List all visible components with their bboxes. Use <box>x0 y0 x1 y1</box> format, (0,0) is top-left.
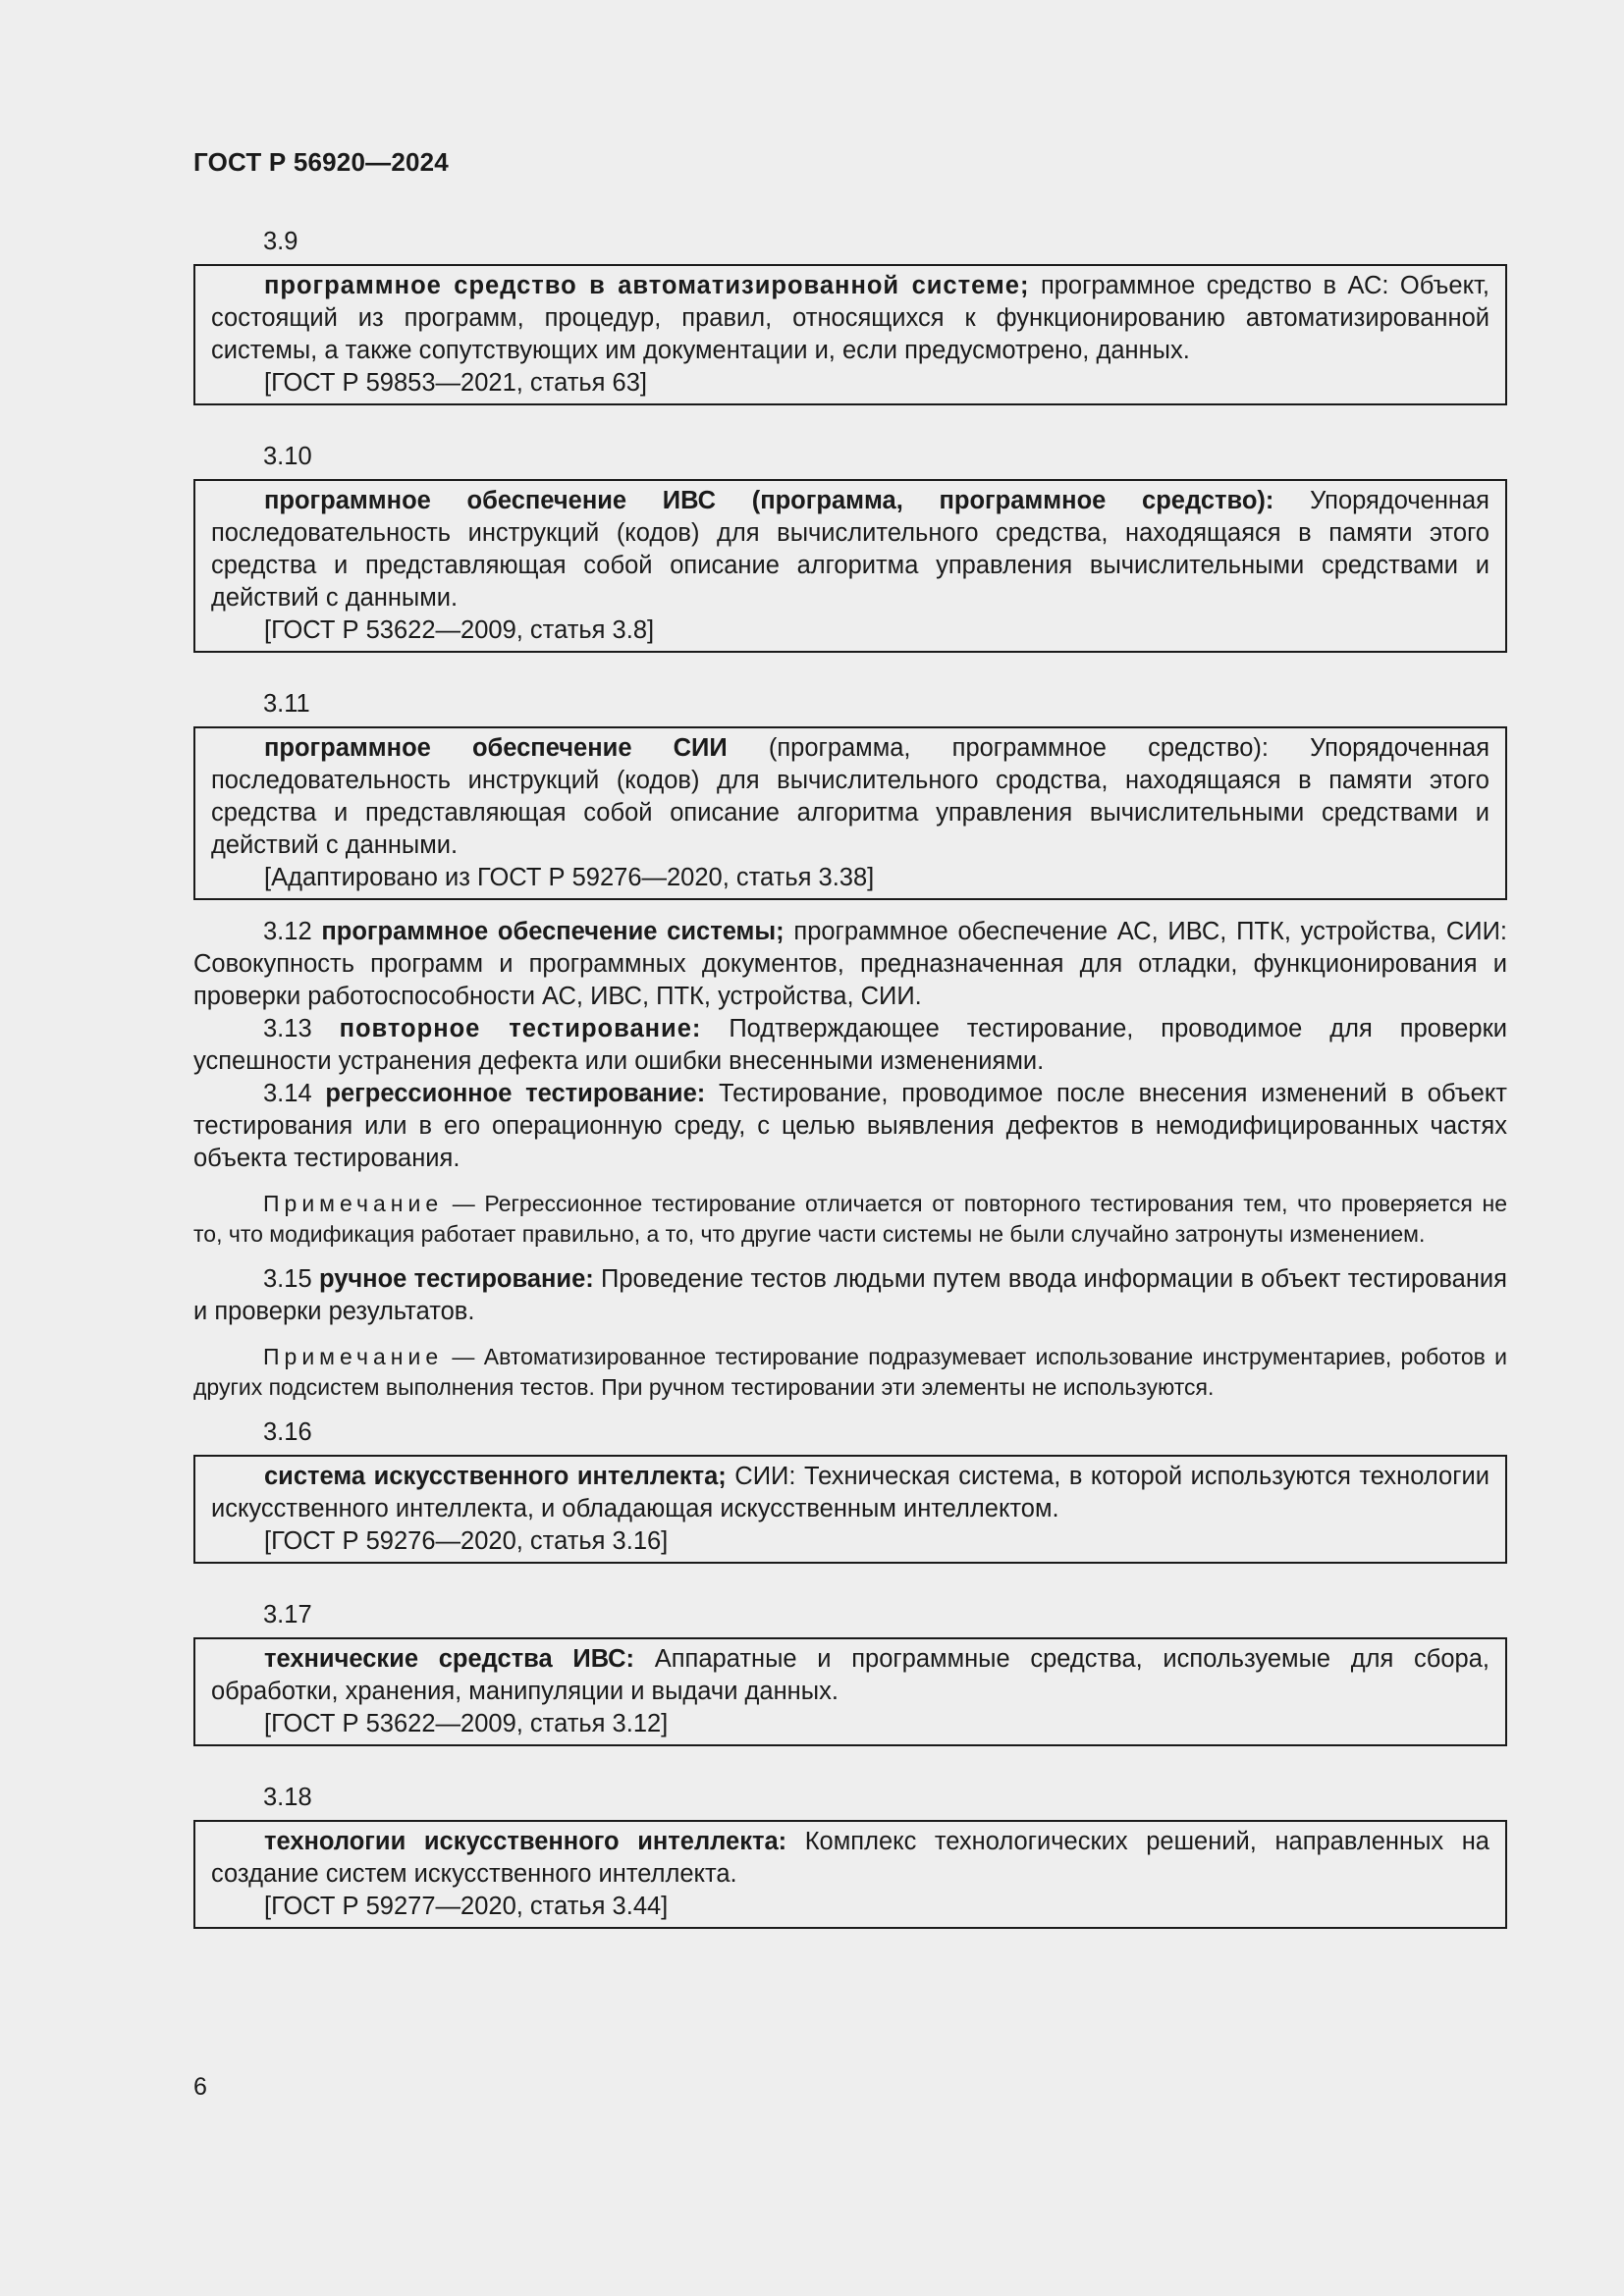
term-text: Комплекс технологических решений, направленных на создание систем искусственного интеллекта. <box>211 1828 1489 1888</box>
term-definition <box>211 270 1489 367</box>
note-3-15 <box>193 1342 1507 1403</box>
term-text: Аппаратные и программные средства, используемые для сбора, обработки, хранения, манипуляции и выдачи данных. <box>211 1645 1489 1705</box>
term-number: 3.16 <box>263 1418 312 1446</box>
term-number: 3.11 <box>263 690 310 718</box>
note-label: Примечание <box>263 1191 444 1216</box>
term-source: [ГОСТ Р 53622—2009, статья 3.8] <box>264 616 655 644</box>
term-definition <box>211 732 1489 862</box>
note-text: — Регрессионное тестирование отличается от повторного тестирования тем, что проверяется не то, что модификация работает правильно, а то, что другие части системы не были случайно затронуты изменением. <box>193 1191 1507 1247</box>
term-text: СИИ: Техническая система, в которой используются технологии искусственного интеллекта, и обладающая искусственным интеллектом. <box>211 1463 1490 1522</box>
term-number: 3.13 <box>263 1015 312 1042</box>
document-body <box>193 226 1507 1929</box>
term-title: программное средство в автоматизированной системе; <box>264 272 1030 299</box>
term-text: программное средство в АС: Объект, состоящий из программ, процедур, правил, относящихся к функционированию автоматизированной системы, а также сопутствующих им документации и, если предусмотрено, данных. <box>211 272 1489 364</box>
term-paragraph-3-15 <box>193 1263 1507 1328</box>
term-title: ручное тестирование: <box>318 1265 594 1293</box>
term-box-3-17 <box>193 1637 1507 1746</box>
term-source: [ГОСТ Р 59276—2020, статья 3.16] <box>264 1527 669 1555</box>
note-label: Примечание <box>263 1344 444 1369</box>
term-title: технические средства ИВС: <box>264 1645 635 1673</box>
term-title: повторное тестирование: <box>339 1015 702 1042</box>
term-source: [ГОСТ Р 59853—2021, статья 63] <box>264 369 647 397</box>
term-title: технологии искусственного интеллекта: <box>264 1828 787 1855</box>
term-paragraph-3-12 <box>193 916 1507 1013</box>
term-box-3-11 <box>193 726 1507 900</box>
term-definition <box>211 1643 1489 1708</box>
term-box-3-10 <box>193 479 1507 653</box>
term-text: Упорядоченная последовательность инструкций (кодов) для вычислительного средства, находящаяся в памяти этого средства и представляющая собой описание алгоритма управления вычислительными средствами и действий с данными. <box>211 487 1489 612</box>
term-number: 3.14 <box>263 1080 312 1107</box>
term-definition <box>211 1461 1489 1525</box>
term-paragraph-3-13 <box>193 1013 1507 1078</box>
term-text: Тестирование, проводимое после внесения изменений в объект тестирования или в его операционную среду, с целью выявления дефектов в немодифицированных частях объекта тестирования. <box>193 1080 1507 1172</box>
term-definition <box>211 485 1489 614</box>
page-number: 6 <box>193 2073 207 2101</box>
term-source: [ГОСТ Р 53622—2009, статья 3.12] <box>264 1710 669 1737</box>
term-number: 3.10 <box>263 443 312 470</box>
term-title: система искусственного интеллекта; <box>264 1463 727 1490</box>
term-title: программное обеспечение системы; <box>321 918 785 945</box>
term-text: Подтверждающее тестирование, проводимое для проверки успешности устранения дефекта или ошибки внесенными изменениями. <box>193 1015 1507 1075</box>
term-number: 3.15 <box>263 1265 312 1293</box>
term-number: 3.12 <box>263 918 312 945</box>
term-text: (программа, программное средство): Упорядоченная последовательность инструкций (кодов) для вычислительного сродства, находящаяся в памяти этого средства и представляющая собой описание алгоритма управления вычислительными средствами и действий с данными. <box>211 734 1489 859</box>
term-title: программное обеспечение СИИ <box>264 734 728 762</box>
note-text: — Автоматизированное тестирование подразумевает использование инструментариев, роботов и других подсистем выполнения тестов. При ручном тестировании эти элементы не используются. <box>193 1344 1507 1400</box>
term-box-3-18 <box>193 1820 1507 1929</box>
term-box-3-9 <box>193 264 1507 405</box>
term-text: программное обеспечение АС, ИВС, ПТК, устройства, СИИ: Совокупность программ и программных документов, предназначенная для отладки, функционирования и проверки работоспособности АС, ИВС, ПТК, устройства, СИИ. <box>193 918 1507 1010</box>
term-paragraph-3-14 <box>193 1078 1507 1175</box>
term-title: программное обеспечение ИВС (программа, программное средство): <box>264 487 1274 514</box>
term-text: Проведение тестов людьми путем ввода информации в объект тестирования и проверки результатов. <box>193 1265 1507 1325</box>
term-number: 3.17 <box>263 1601 312 1629</box>
note-3-14 <box>193 1189 1507 1250</box>
term-source: [Адаптировано из ГОСТ Р 59276—2020, статья 3.38] <box>264 864 875 891</box>
term-title: регрессионное тестирование: <box>325 1080 706 1107</box>
term-number: 3.9 <box>263 228 298 255</box>
term-definition <box>211 1826 1489 1891</box>
term-number: 3.18 <box>263 1784 312 1811</box>
term-box-3-16 <box>193 1455 1507 1564</box>
term-source: [ГОСТ Р 59277—2020, статья 3.44] <box>264 1893 669 1920</box>
document-header: ГОСТ Р 56920—2024 <box>193 147 449 177</box>
